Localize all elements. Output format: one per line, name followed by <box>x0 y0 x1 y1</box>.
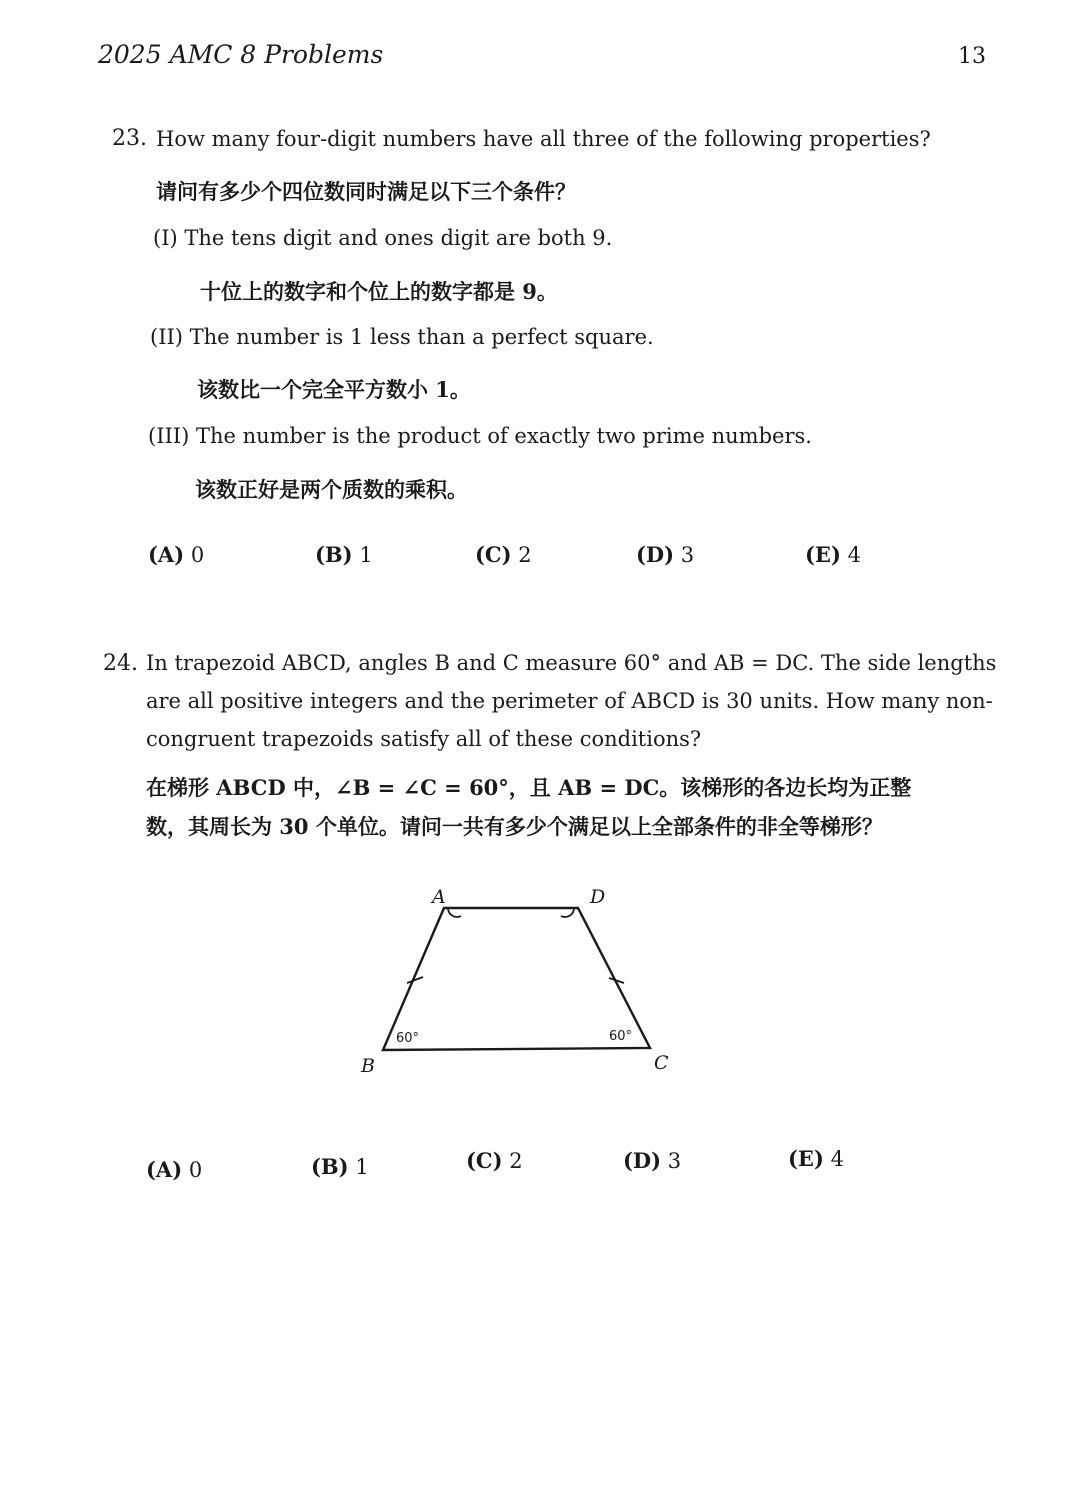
problem-23-condition-3-en: (III) The number is the product of exactly two prime numbers. <box>148 424 812 448</box>
choice-value: 3 <box>667 1149 682 1173</box>
choice-value: 4 <box>847 543 861 567</box>
page-header-title: 2025 AMC 8 Problems <box>98 40 384 69</box>
angle-label-c: 60° <box>609 1029 633 1044</box>
choice-value: 2 <box>509 1149 523 1173</box>
problem-23-choice-d <box>636 542 694 567</box>
choice-letter: (C) <box>466 1148 503 1173</box>
problem-23-question-zh: 请问有多少个四位数同时满足以下三个条件？ <box>156 179 576 204</box>
problem-24-choice-b <box>311 1154 369 1179</box>
problem-23-condition-1-en: (I) The tens digit and ones digit are both 9. <box>153 226 613 250</box>
choice-value: 3 <box>680 543 695 567</box>
angle-d-arc <box>561 908 574 917</box>
problem-23-condition-2-zh: 该数比一个完全平方数小 1。 <box>197 377 471 402</box>
problem-24-question-en-line-1: In trapezoid ABCD, angles B and C measure 60° and AB = DC. The side lengths <box>146 651 997 675</box>
choice-letter: (D) <box>636 542 675 567</box>
page-number: 13 <box>958 44 986 69</box>
vertex-label-c: C <box>654 1052 669 1074</box>
choice-letter: (D) <box>623 1148 662 1173</box>
problem-24-question-zh-line-1: 在梯形 ABCD 中，∠B = ∠C = 60°，且 AB = DC。该梯形的各边长均为正整 <box>146 775 912 800</box>
problem-23-choice-a <box>148 542 204 567</box>
choice-letter: (E) <box>805 542 841 567</box>
choice-letter: (B) <box>311 1154 349 1179</box>
problem-23-choice-c <box>475 542 532 567</box>
problem-23-number: 23. <box>112 126 147 151</box>
trapezoid-figure <box>340 878 700 1083</box>
angle-label-b: 60° <box>396 1031 420 1046</box>
problem-23-choice-b <box>315 542 373 567</box>
vertex-label-a: A <box>432 886 446 908</box>
problem-24-question-zh-line-2: 数，其周长为 30 个单位。请问一共有多少个满足以上全部条件的非全等梯形？ <box>146 814 883 839</box>
vertex-label-d: D <box>590 886 606 908</box>
problem-23-condition-1-zh: 十位上的数字和个位上的数字都是 9。 <box>200 279 558 304</box>
choice-letter: (A) <box>148 542 185 567</box>
choice-letter: (C) <box>475 542 512 567</box>
problem-24-choice-d <box>623 1148 681 1173</box>
problem-23-question-en: How many four-digit numbers have all three of the following properties? <box>156 127 931 151</box>
choice-value: 1 <box>359 543 373 567</box>
choice-letter: (B) <box>315 542 353 567</box>
vertex-label-b: B <box>361 1055 375 1077</box>
trapezoid-diagram <box>340 878 700 1083</box>
choice-value: 1 <box>355 1155 369 1179</box>
angle-a-arc <box>448 908 461 917</box>
problem-23-choice-e <box>805 542 861 567</box>
problem-24-choice-a <box>146 1157 202 1182</box>
choice-value: 0 <box>190 543 205 567</box>
problem-24-choice-e <box>788 1146 844 1171</box>
problem-24-question-en-line-2: are all positive integers and the perimeter of ABCD is 30 units. How many non- <box>146 689 993 713</box>
choice-value: 4 <box>830 1147 844 1171</box>
problem-24-number: 24. <box>103 651 138 676</box>
choice-value: 0 <box>188 1158 203 1182</box>
choice-value: 2 <box>518 543 532 567</box>
problem-23-condition-2-en: (II) The number is 1 less than a perfect square. <box>150 325 654 349</box>
problem-23-condition-3-zh: 该数正好是两个质数的乘积。 <box>195 477 468 502</box>
problem-24-question-en-line-3: congruent trapezoids satisfy all of these conditions? <box>146 727 702 751</box>
choice-letter: (E) <box>788 1146 824 1171</box>
problem-24-choice-c <box>466 1148 523 1173</box>
choice-letter: (A) <box>146 1157 183 1182</box>
